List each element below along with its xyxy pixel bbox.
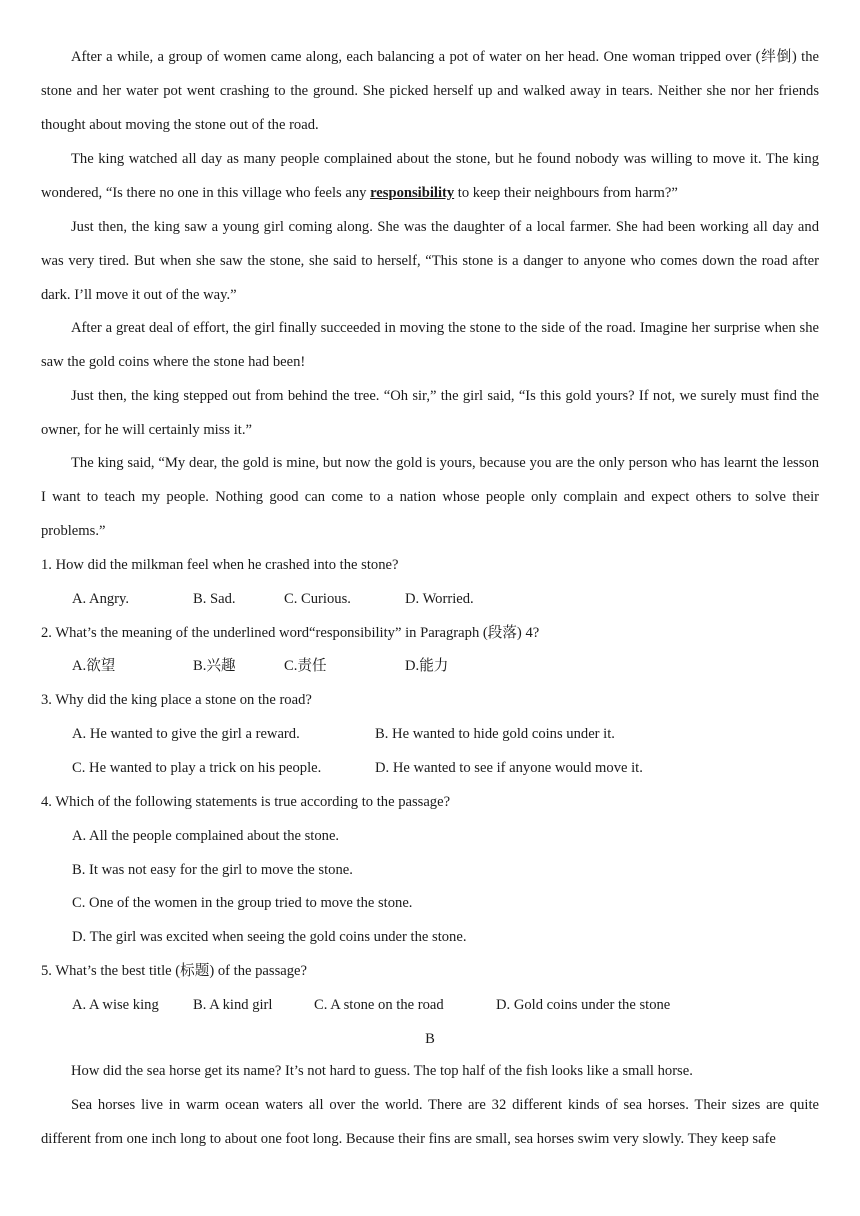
question-3-option-d: D. He wanted to see if anyone would move it. bbox=[375, 760, 643, 776]
question-2-option-c: C.责任 bbox=[284, 658, 327, 674]
question-5: 5. What’s the best title (标题) of the passage? bbox=[41, 963, 307, 979]
question-2-option-a: A.欲望 bbox=[72, 658, 116, 674]
passage-a-paragraph-4: After a great deal of effort, the girl finally succeeded in moving the stone to the side of the road. Imagine her surprise when she saw the gold coins where the stone had been! bbox=[41, 320, 819, 370]
passage-a-paragraph-5: Just then, the king stepped out from behind the tree. “Oh sir,” the girl said, “Is this gold yours? If not, we surely must find the owner, for he will certainly miss it.” bbox=[41, 388, 819, 438]
passage-a-paragraph-6: The king said, “My dear, the gold is mine, but now the gold is yours, because you are the only person who has learnt the lesson I want to teach my people. Nothing good can come to a nation whose people only complain and expect others to solve their problems.” bbox=[41, 455, 819, 539]
question-5-option-a: A. A wise king bbox=[72, 997, 159, 1013]
question-4-option-c: C. One of the women in the group tried to move the stone. bbox=[72, 895, 413, 911]
question-3-option-b: B. He wanted to hide gold coins under it. bbox=[375, 726, 615, 742]
passage-a-paragraph-1: After a while, a group of women came along, each balancing a pot of water on her head. One woman tripped over (绊倒) the stone and her water pot went crashing to the ground. She picked herself up and walked away in tears. Neither she nor her friends thought about moving the stone out of the road. bbox=[41, 49, 819, 133]
question-1: 1. How did the milkman feel when he crashed into the stone? bbox=[41, 557, 399, 573]
question-5-option-d: D. Gold coins under the stone bbox=[496, 997, 671, 1013]
question-1-option-d: D. Worried. bbox=[405, 591, 474, 607]
section-b-heading: B bbox=[425, 1031, 435, 1047]
question-4: 4. Which of the following statements is true according to the passage? bbox=[41, 794, 451, 810]
passage-a-paragraph-3: Just then, the king saw a young girl coming along. She was the daughter of a local farmer. She had been working all day and was very tired. But when she saw the stone, she said to herself, “This stone is a danger to anyone who comes down the road after dark. I’ll move it out of the way.” bbox=[41, 219, 819, 303]
question-5-option-c: C. A stone on the road bbox=[314, 997, 444, 1013]
question-5-option-b: B. A kind girl bbox=[193, 997, 273, 1013]
question-4-option-b: B. It was not easy for the girl to move the stone. bbox=[72, 862, 353, 878]
question-1-option-a: A. Angry. bbox=[72, 591, 130, 607]
paragraph-2-text-before: The king watched all day as many people complained about the stone, but he found nobody was willing to move it. The king wondered, “Is there no one in this village who feels any bbox=[41, 151, 819, 201]
passage-a-paragraph-2 bbox=[41, 143, 819, 211]
underlined-word-responsibility: responsibility bbox=[370, 184, 455, 201]
section-b-paragraph-2: Sea horses live in warm ocean waters all over the world. There are 32 different kinds of sea horses. Their sizes are quite different from one inch long to about one foot long. Because their fins are small, sea horses swim very slowly. They keep safe bbox=[41, 1097, 819, 1147]
question-2-option-d: D.能力 bbox=[405, 658, 449, 674]
question-1-option-c: C. Curious. bbox=[284, 591, 351, 607]
question-3-option-c: C. He wanted to play a trick on his people. bbox=[72, 760, 322, 776]
question-1-option-b: B. Sad. bbox=[193, 591, 236, 607]
paragraph-2-text-after: to keep their neighbours from harm?” bbox=[454, 184, 678, 201]
question-3-option-a: A. He wanted to give the girl a reward. bbox=[72, 726, 300, 742]
question-3: 3. Why did the king place a stone on the road? bbox=[41, 692, 312, 708]
question-4-option-d: D. The girl was excited when seeing the gold coins under the stone. bbox=[72, 929, 467, 945]
question-2: 2. What’s the meaning of the underlined word“responsibility” in Paragraph (段落) 4? bbox=[41, 625, 540, 641]
question-4-option-a: A. All the people complained about the stone. bbox=[72, 828, 340, 844]
question-2-option-b: B.兴趣 bbox=[193, 658, 236, 674]
section-b-paragraph-1: How did the sea horse get its name? It’s not hard to guess. The top half of the fish looks like a small horse. bbox=[71, 1063, 693, 1079]
